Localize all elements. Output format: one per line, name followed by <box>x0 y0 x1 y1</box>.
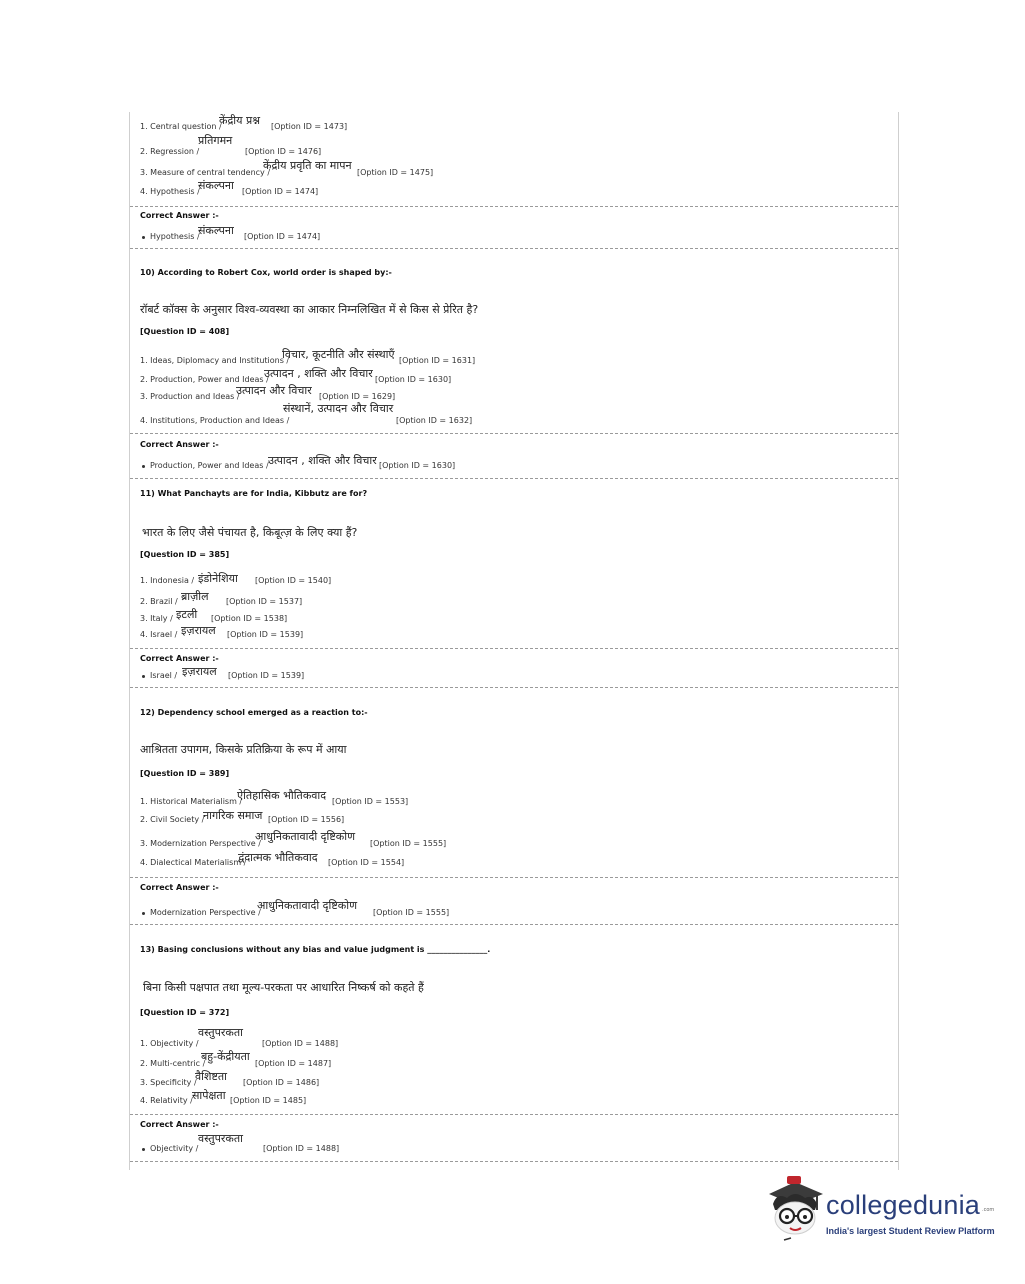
divider <box>130 877 898 878</box>
divider <box>130 648 898 649</box>
question-hindi: रॉबर्ट कॉक्स के अनुसार विश्व-व्यवस्था का आकार निम्नलिखित में से किस से प्रेरित है? <box>140 303 479 316</box>
question-id: [Question ID = 389] <box>140 769 230 778</box>
question-sheet <box>129 112 899 1170</box>
question-id: [Question ID = 372] <box>140 1008 230 1017</box>
brand-name: collegedunia <box>826 1190 981 1220</box>
option-label: 3. Measure of central tendency / <box>140 168 271 177</box>
option-label: 4. Israel / <box>140 630 178 639</box>
question-text: 10) According to Robert Cox, world order is shaped by:- <box>140 268 392 277</box>
option-hindi: नागरिक समाज <box>203 809 263 822</box>
answer-label: Hypothesis / <box>150 232 200 241</box>
option-label: 2. Brazil / <box>140 597 178 606</box>
option-hindi: सापेक्षता <box>192 1089 226 1102</box>
option-label: 2. Regression / <box>140 147 200 156</box>
correct-answer-heading: Correct Answer :- <box>140 1120 219 1129</box>
answer-label: Modernization Perspective / <box>150 908 261 917</box>
option-id: [Option ID = 1538] <box>211 614 288 623</box>
answer-hindi: वस्तुपरकता <box>198 1132 243 1145</box>
answer-label: Objectivity / <box>150 1144 199 1153</box>
option-label: 2. Production, Power and Ideas / <box>140 375 269 384</box>
option-hindi: इज़रायल <box>181 624 216 637</box>
divider <box>130 478 898 479</box>
option-hindi: वैशिष्टता <box>195 1070 227 1083</box>
option-id: [Option ID = 1473] <box>271 122 348 131</box>
option-id: [Option ID = 1554] <box>328 858 405 867</box>
question-id: [Question ID = 408] <box>140 327 230 336</box>
option-label: 3. Italy / <box>140 614 173 623</box>
option-hindi: वस्तुपरकता <box>198 1026 243 1039</box>
question-text: 11) What Panchayts are for India, Kibbutz are for? <box>140 489 368 498</box>
option-label: 1. Indonesia / <box>140 576 195 585</box>
option-label: 4. Hypothesis / <box>140 187 200 196</box>
option-hindi: इंडोनेशिया <box>198 572 238 585</box>
bullet <box>142 675 145 678</box>
option-id: [Option ID = 1556] <box>268 815 345 824</box>
option-hindi: संकल्पना <box>198 179 234 192</box>
divider <box>130 1161 898 1162</box>
option-id: [Option ID = 1476] <box>245 147 322 156</box>
option-label: 1. Central question / <box>140 122 222 131</box>
option-id: [Option ID = 1474] <box>242 187 319 196</box>
question-hindi: बिना किसी पक्षपात तथा मूल्य-परकता पर आधारित निष्कर्ष को कहते हैं <box>143 981 424 994</box>
divider <box>130 248 898 249</box>
option-id: [Option ID = 1485] <box>230 1096 307 1105</box>
option-hindi: द्वंदात्मक भौतिकवाद <box>238 851 318 864</box>
option-label: 1. Historical Materialism / <box>140 797 243 806</box>
option-hindi: ब्राज़ील <box>181 590 209 603</box>
answer-label: Production, Power and Ideas / <box>150 461 269 470</box>
answer-hindi: आधुनिकतावादी दृष्टिकोण <box>257 899 358 912</box>
option-id: [Option ID = 1540] <box>255 576 332 585</box>
divider <box>130 687 898 688</box>
question-hindi: भारत के लिए जैसे पंचायत है, किबूत्ज़ के लिए क्या हैं? <box>142 526 358 539</box>
option-label: 2. Multi-centric / <box>140 1059 206 1068</box>
option-hindi: प्रतिगमन <box>198 134 233 147</box>
bullet <box>142 1148 145 1151</box>
option-id: [Option ID = 1487] <box>255 1059 332 1068</box>
option-label: 4. Institutions, Production and Ideas / <box>140 416 290 425</box>
option-hindi: संस्थानें, उत्पादन और विचार <box>283 402 394 415</box>
option-label: 3. Production and Ideas / <box>140 392 240 401</box>
option-hindi: केंद्रीय प्रश्न <box>219 114 261 127</box>
answer-option-id: [Option ID = 1488] <box>263 1144 340 1153</box>
correct-answer-heading: Correct Answer :- <box>140 654 219 663</box>
answer-option-id: [Option ID = 1555] <box>373 908 450 917</box>
option-hindi: बहु-केंद्रीयता <box>201 1050 250 1063</box>
option-id: [Option ID = 1631] <box>399 356 476 365</box>
correct-answer-heading: Correct Answer :- <box>140 883 219 892</box>
answer-option-id: [Option ID = 1474] <box>244 232 321 241</box>
answer-hindi: इज़रायल <box>182 665 217 678</box>
option-id: [Option ID = 1488] <box>262 1039 339 1048</box>
option-hindi: आधुनिकतावादी दृष्टिकोण <box>255 830 356 843</box>
option-hindi: उत्पादन , शक्ति और विचार <box>264 367 373 380</box>
divider <box>130 1114 898 1115</box>
question-id: [Question ID = 385] <box>140 550 230 559</box>
answer-option-id: [Option ID = 1630] <box>379 461 456 470</box>
option-label: 1. Ideas, Diplomacy and Institutions / <box>140 356 290 365</box>
brand-tagline: India's largest Student Review Platform <box>826 1226 995 1236</box>
option-label: 3. Modernization Perspective / <box>140 839 261 848</box>
question-text: 13) Basing conclusions without any bias and value judgment is _______________. <box>140 945 491 954</box>
bullet <box>142 465 145 468</box>
option-label: 4. Dialectical Materialism / <box>140 858 247 867</box>
option-hindi: उत्पादन और विचार <box>236 384 312 397</box>
answer-label: Israel / <box>150 671 178 680</box>
brand-suffix: .com <box>982 1207 995 1213</box>
option-id: [Option ID = 1539] <box>227 630 304 639</box>
question-hindi: आश्रितता उपागम, किसके प्रतिक्रिया के रूप में आया <box>140 743 347 756</box>
correct-answer-heading: Correct Answer :- <box>140 440 219 449</box>
option-id: [Option ID = 1632] <box>396 416 473 425</box>
option-label: 4. Relativity / <box>140 1096 193 1105</box>
bullet <box>142 236 145 239</box>
divider <box>130 206 898 207</box>
divider <box>130 924 898 925</box>
option-hindi: ऐतिहासिक भौतिकवाद <box>237 789 327 802</box>
option-id: [Option ID = 1629] <box>319 392 396 401</box>
answer-hindi: संकल्पना <box>198 224 234 237</box>
option-label: 3. Specificity / <box>140 1078 197 1087</box>
divider <box>130 433 898 434</box>
question-text: 12) Dependency school emerged as a reaction to:- <box>140 708 368 717</box>
answer-hindi: उत्पादन , शक्ति और विचार <box>268 454 377 467</box>
option-id: [Option ID = 1553] <box>332 797 409 806</box>
option-hindi: केंद्रीय प्रवृति का मापन <box>263 159 352 172</box>
correct-answer-heading: Correct Answer :- <box>140 211 219 220</box>
option-id: [Option ID = 1475] <box>357 168 434 177</box>
student-mascot-icon <box>765 1176 827 1242</box>
option-id: [Option ID = 1630] <box>375 375 452 384</box>
option-id: [Option ID = 1537] <box>226 597 303 606</box>
option-hindi: विचार, कूटनीति और संस्थाएँ <box>282 348 395 361</box>
option-id: [Option ID = 1486] <box>243 1078 320 1087</box>
option-label: 1. Objectivity / <box>140 1039 199 1048</box>
option-label: 2. Civil Society / <box>140 815 205 824</box>
bullet <box>142 912 145 915</box>
answer-option-id: [Option ID = 1539] <box>228 671 305 680</box>
option-id: [Option ID = 1555] <box>370 839 447 848</box>
option-hindi: इटली <box>176 608 198 621</box>
